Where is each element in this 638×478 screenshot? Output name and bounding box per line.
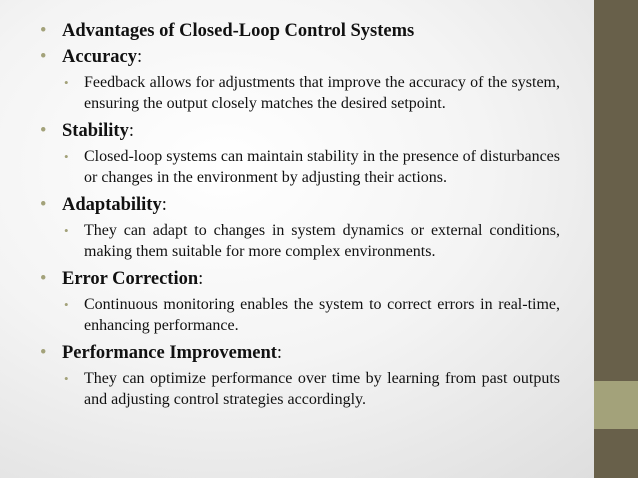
bullet-detail-performance: • They can optimize performance over time by learning from past outputs and adjusting control strategies accordingly. xyxy=(64,370,560,408)
bullet-heading-adaptability: • Adaptability: xyxy=(40,195,167,215)
bullet-icon: • xyxy=(40,21,47,41)
bullet-icon: • xyxy=(40,269,47,289)
sub-bullet-icon: • xyxy=(64,223,69,238)
bullet-detail-stability: • Closed-loop systems can maintain stability in the presence of disturbances or changes in the environment by adjusting their actions. xyxy=(64,148,560,186)
bullet-heading-advantages: • Advantages of Closed-Loop Control Systems xyxy=(40,21,415,41)
bullet-heading-error-correction: • Error Correction: xyxy=(40,269,204,289)
bullet-icon: • xyxy=(40,121,47,141)
bullet-icon: • xyxy=(40,47,47,67)
bullet-detail-accuracy: • Feedback allows for adjustments that improve the accuracy of the system, ensuring the output closely matches the desired setpoint. xyxy=(64,74,560,112)
bullet-icon: • xyxy=(40,195,47,215)
sub-bullet-icon: • xyxy=(64,371,69,386)
bullet-detail-adaptability: • They can adapt to changes in system dynamics or external conditions, making them suitable for more complex environments. xyxy=(64,222,560,260)
sub-bullet-icon: • xyxy=(64,75,69,90)
bullet-heading-stability: • Stability: xyxy=(40,121,134,141)
slide-content xyxy=(40,20,560,416)
sub-bullet-icon: • xyxy=(64,297,69,312)
bullet-icon: • xyxy=(40,343,47,363)
decorative-sidebar-accent xyxy=(594,381,638,429)
sub-bullet-icon: • xyxy=(64,149,69,164)
bullet-heading-accuracy: • Accuracy: xyxy=(40,47,143,67)
bullet-heading-performance: • Performance Improvement: xyxy=(40,343,283,363)
bullet-detail-error-correction: • Continuous monitoring enables the system to correct errors in real-time, enhancing performance. xyxy=(64,296,560,334)
